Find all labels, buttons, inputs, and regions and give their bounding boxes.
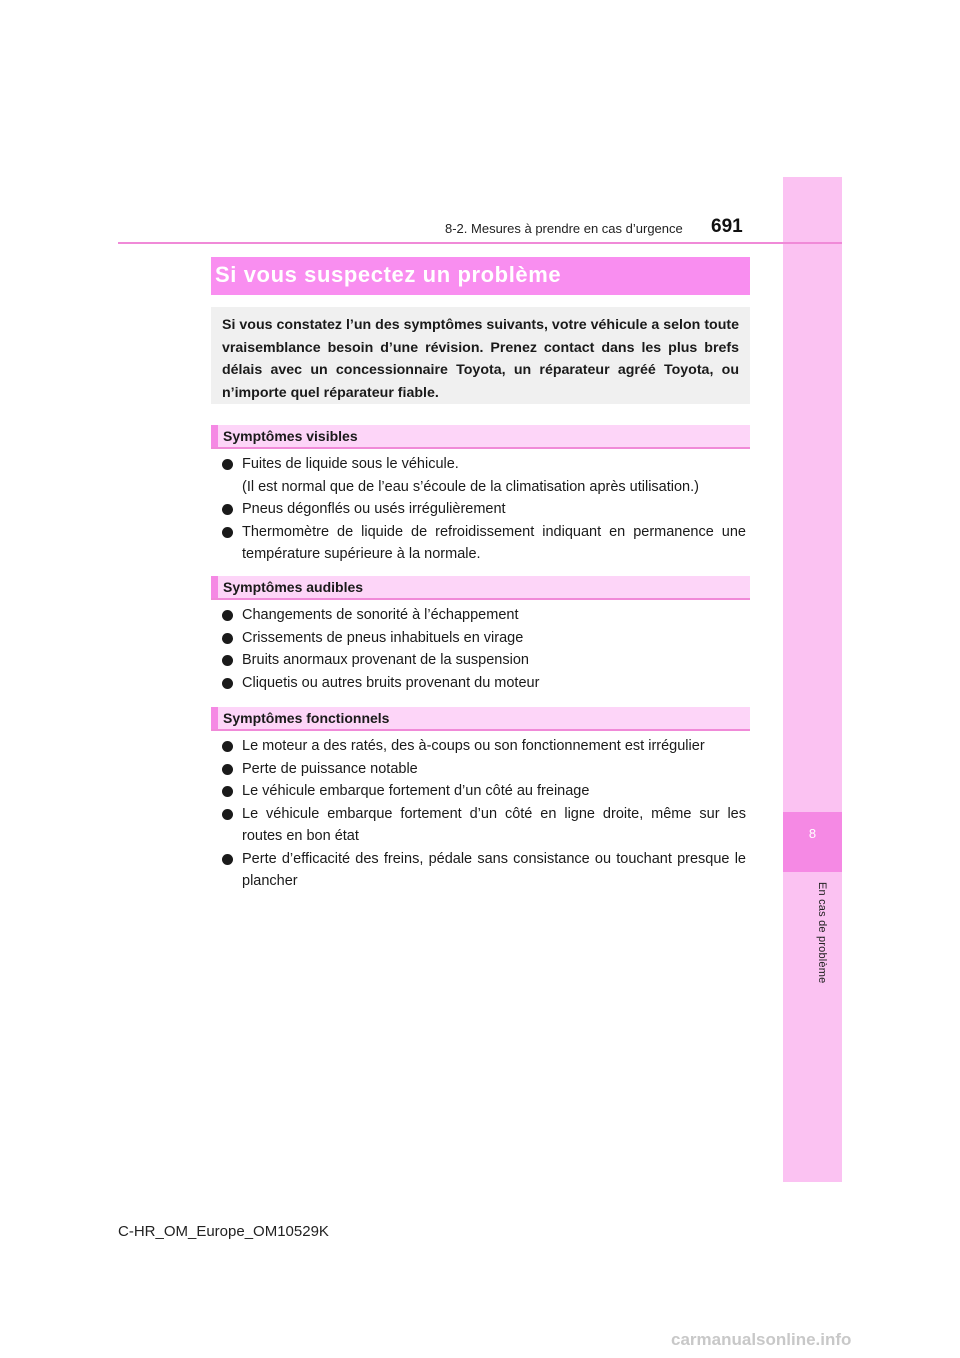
list-item — [222, 780, 746, 803]
chapter-tab-active-marker — [783, 812, 842, 872]
list-item — [222, 848, 746, 893]
list-item-text: Perte de puissance notable — [242, 760, 418, 777]
section-heading-functional — [211, 707, 750, 731]
bullet-icon — [222, 633, 233, 644]
bullet-icon — [222, 655, 233, 666]
list-item-text: Thermomètre de liquide de refroidissement indiquant en permanence une température supérieure à la normale. — [242, 523, 746, 562]
page-number: 691 — [711, 216, 743, 237]
section-heading-text: Symptômes audibles — [223, 579, 364, 595]
watermark: carmanualsonline.info — [671, 1330, 852, 1349]
bullet-icon — [222, 854, 233, 865]
bullet-icon — [222, 610, 233, 621]
visible-symptoms-list — [222, 453, 746, 566]
list-item-text: Pneus dégonflés ou usés irrégulièrement — [242, 501, 506, 517]
list-item-text: Fuites de liquide sous le véhicule. — [242, 456, 459, 472]
bullet-icon — [222, 504, 233, 515]
intro-text: Si vous constatez l’un des symptômes suivants, votre véhicule a selon toute vraisemblance besoin d’une révision. Prenez contact dans les plus brefs délais avec un concessionnaire Toyota, un réparateur agréé Toyota, ou n’importe quel réparateur fiable. — [222, 317, 739, 401]
list-item — [222, 758, 746, 781]
section-reference: 8-2. Mesures à prendre en cas d’urgence — [445, 221, 683, 236]
list-item-text: Bruits anormaux provenant de la suspension — [242, 652, 529, 668]
audible-symptoms-list — [222, 604, 746, 694]
list-item — [222, 803, 746, 848]
list-item-text: Le véhicule embarque fortement d’un côté au freinage — [242, 783, 590, 799]
list-item — [222, 453, 746, 498]
list-item-text: Changements de sonorité à l’échappement — [242, 607, 519, 623]
list-item — [222, 604, 746, 627]
list-item — [222, 521, 746, 566]
bullet-icon — [222, 764, 233, 775]
functional-symptoms-list — [222, 735, 746, 893]
bullet-icon — [222, 527, 233, 538]
list-item — [222, 735, 746, 758]
list-item-text: Perte d’efficacité des freins, pédale sans consistance ou touchant presque le plancher — [242, 850, 746, 889]
list-item — [222, 498, 746, 521]
document-code: C-HR_OM_Europe_OM10529K — [118, 1223, 329, 1240]
list-item-text: Le moteur a des ratés, des à-coups ou son fonctionnement est irrégulier — [242, 738, 705, 754]
section-heading-text: Symptômes visibles — [223, 428, 358, 444]
bullet-icon — [222, 741, 233, 752]
list-item-text: Crissements de pneus inhabituels en virage — [242, 629, 524, 646]
section-heading-visible — [211, 425, 750, 449]
chapter-side-tab — [783, 177, 842, 1182]
list-item — [222, 672, 746, 695]
list-item — [222, 649, 746, 672]
bullet-icon — [222, 459, 233, 470]
chapter-label: En cas de problème — [816, 882, 828, 984]
list-item — [222, 627, 746, 650]
chapter-number: 8 — [808, 826, 817, 841]
bullet-icon — [222, 809, 233, 820]
bullet-icon — [222, 786, 233, 797]
bullet-icon — [222, 678, 233, 689]
header-divider — [118, 242, 842, 244]
list-item-text: Cliquetis ou autres bruits provenant du moteur — [242, 674, 540, 691]
section-heading-audible — [211, 576, 750, 600]
list-item-text: Le véhicule embarque fortement d’un côté en ligne droite, même sur les routes en bon état — [242, 805, 746, 844]
page-title: Si vous suspectez un problème — [215, 262, 562, 287]
section-heading-text: Symptômes fonctionnels — [223, 710, 390, 726]
list-item-note: (Il est normal que de l’eau s’écoule de la climatisation après utilisation.) — [242, 478, 699, 495]
